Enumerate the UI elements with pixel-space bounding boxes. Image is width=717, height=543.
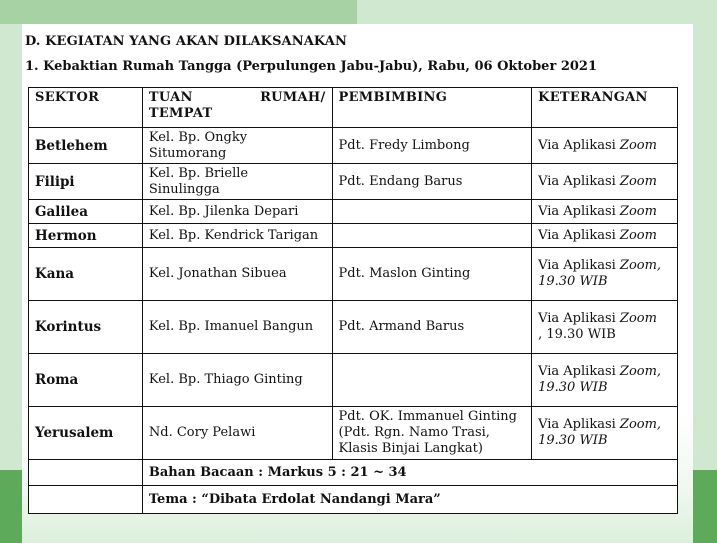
empty-cell — [29, 460, 143, 486]
tuan-rumah-cell — [142, 128, 332, 164]
ket-text: Via Aplikasi — [538, 173, 620, 189]
ket-time: 19.30 WIB — [538, 380, 608, 395]
table-header-row — [29, 88, 678, 128]
sektor-cell: Hermon — [29, 224, 143, 248]
bacaan-row — [29, 460, 678, 486]
ket-time: 19.30 WIB — [538, 433, 608, 448]
header-sektor: SEKTOR — [29, 88, 143, 128]
ket-italic: Zoom — [619, 203, 657, 219]
tuan-line: Situmorang — [148, 145, 227, 161]
table-row — [29, 354, 678, 407]
ket-text: Via Aplikasi — [538, 311, 620, 326]
tuan-rumah-cell: Kel. Bp. Imanuel Bangun — [142, 301, 332, 354]
tuan-rumah-cell: Kel. Bp. Kendrick Tarigan — [142, 224, 332, 248]
pembimbing-cell — [332, 407, 532, 460]
ket-italic: Zoom, — [619, 258, 662, 273]
document-page — [22, 24, 693, 543]
tuan-rumah-cell: Kel. Jonathan Sibuea — [142, 248, 332, 301]
keterangan-cell — [532, 407, 678, 460]
sektor-cell: Roma — [29, 354, 143, 407]
header-pembimbing: PEMBIMBING — [332, 88, 532, 128]
background-band — [693, 24, 717, 470]
header-tuan-rumah — [142, 88, 332, 128]
header-rumah-word: RUMAH/ — [260, 90, 326, 105]
tuan-rumah-cell — [142, 164, 332, 200]
sub-heading: 1. Kebaktian Rumah Tangga (Perpulungen Jabu-Jabu), Rabu, 06 Oktober 2021 — [25, 59, 597, 74]
keterangan-cell — [532, 354, 678, 407]
ket-italic: Zoom, — [619, 417, 662, 432]
ket-text: Via Aplikasi — [538, 417, 620, 432]
ket-text: Via Aplikasi — [538, 227, 620, 243]
sektor-cell: Filipi — [29, 164, 143, 200]
table-row — [29, 248, 678, 301]
ket-italic: Zoom — [619, 173, 657, 189]
sektor-cell: Betlehem — [29, 128, 143, 164]
table-row — [29, 407, 678, 460]
ket-italic: Zoom — [619, 137, 657, 153]
ket-italic: Zoom — [619, 311, 657, 326]
pembimbing-line: Pdt. OK. Immanuel Ginting — [338, 409, 517, 424]
tuan-rumah-cell: Kel. Bp. Jilenka Depari — [142, 200, 332, 224]
table-row — [29, 224, 678, 248]
table-row — [29, 301, 678, 354]
tuan-line: Sinulingga — [148, 181, 220, 197]
header-tempat-word: TEMPAT — [148, 106, 213, 121]
ket-italic: Zoom — [619, 227, 657, 243]
ket-text: Via Aplikasi — [538, 258, 620, 273]
background-band — [357, 0, 717, 24]
pembimbing-cell — [332, 200, 532, 224]
header-keterangan: KETERANGAN — [532, 88, 678, 128]
ket-text: Via Aplikasi — [538, 203, 620, 219]
empty-cell — [29, 486, 143, 514]
background-band — [0, 0, 360, 24]
tema: Tema : “Dibata Erdolat Nandangi Mara” — [142, 486, 677, 514]
keterangan-cell — [532, 200, 678, 224]
tuan-rumah-cell: Nd. Cory Pelawi — [142, 407, 332, 460]
ket-text: Via Aplikasi — [538, 364, 620, 379]
keterangan-cell — [532, 248, 678, 301]
background-band — [0, 24, 22, 470]
pembimbing-cell — [332, 224, 532, 248]
pembimbing-cell: Pdt. Fredy Limbong — [332, 128, 532, 164]
schedule-table — [28, 87, 678, 514]
tema-row — [29, 486, 678, 514]
ket-italic: Zoom, — [619, 364, 662, 379]
tuan-line: Kel. Bp. Ongky — [148, 129, 248, 145]
pembimbing-line: (Pdt. Rgn. Namo Trasi, — [338, 425, 490, 440]
table-row — [29, 164, 678, 200]
tuan-rumah-cell: Kel. Bp. Thiago Ginting — [142, 354, 332, 407]
background-band — [693, 470, 717, 543]
table-row — [29, 200, 678, 224]
keterangan-cell — [532, 301, 678, 354]
section-heading: D. KEGIATAN YANG AKAN DILAKSANAKAN — [25, 34, 347, 49]
ket-time: 19.30 WIB — [538, 274, 608, 289]
header-tuan-word: TUAN — [148, 90, 193, 105]
sektor-cell: Yerusalem — [29, 407, 143, 460]
tuan-line: Kel. Bp. Brielle — [148, 165, 249, 181]
sektor-cell: Korintus — [29, 301, 143, 354]
keterangan-cell — [532, 224, 678, 248]
pembimbing-line: Klasis Binjai Langkat) — [338, 441, 483, 456]
ket-time: , 19.30 WIB — [538, 327, 616, 342]
keterangan-cell — [532, 164, 678, 200]
sektor-cell: Galilea — [29, 200, 143, 224]
pembimbing-cell: Pdt. Endang Barus — [332, 164, 532, 200]
pembimbing-cell — [332, 354, 532, 407]
pembimbing-cell: Pdt. Armand Barus — [332, 301, 532, 354]
bahan-bacaan: Bahan Bacaan : Markus 5 : 21 ~ 34 — [142, 460, 677, 486]
sektor-cell: Kana — [29, 248, 143, 301]
table-row — [29, 128, 678, 164]
pembimbing-cell: Pdt. Maslon Ginting — [332, 248, 532, 301]
background-band — [0, 470, 22, 543]
keterangan-cell — [532, 128, 678, 164]
ket-text: Via Aplikasi — [538, 137, 620, 153]
